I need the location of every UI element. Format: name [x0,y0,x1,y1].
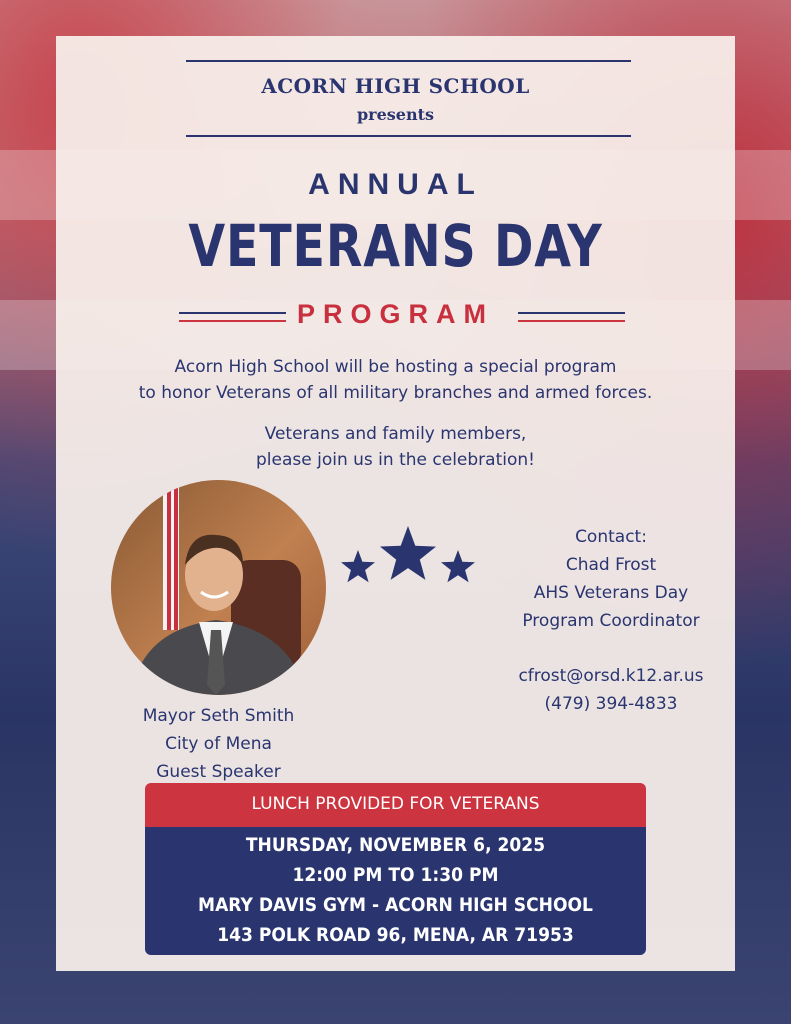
annual-heading: ANNUAL [308,168,483,201]
contact-label: Contact: [575,527,647,547]
description-line: to honor Veterans of all military branches and armed forces. [138,383,653,403]
event-details [145,827,646,955]
speaker-org: City of Mena [165,734,272,754]
star-icon [441,550,475,582]
main-title: VETERANS DAY [188,212,603,280]
event-date: THURSDAY, NOVEMBER 6, 2025 [245,834,546,856]
program-line-right [518,312,625,314]
event-venue: MARY DAVIS GYM - ACORN HIGH SCHOOL [198,894,593,916]
speaker-name: Mayor Seth Smith [142,706,295,726]
divider [186,60,631,62]
contact-phone[interactable]: (479) 394-4833 [544,694,678,714]
divider [186,135,631,137]
invitation-line: please join us in the celebration! [256,450,535,470]
invitation-line: Veterans and family members, [264,424,527,444]
speaker-role: Guest Speaker [156,762,281,782]
contact-details [476,662,746,718]
lunch-banner: LUNCH PROVIDED FOR VETERANS [145,783,646,827]
contact-title: Program Coordinator [522,611,700,631]
description-line: Acorn High School will be hosting a special program [174,357,617,377]
program-heading: PROGRAM [297,299,494,329]
event-time: 12:00 PM TO 1:30 PM [292,864,499,886]
speaker-photo [111,480,326,695]
contact-block [476,523,746,635]
contact-title: AHS Veterans Day [533,583,689,603]
stars-decoration [340,524,476,588]
school-name: ACORN HIGH SCHOOL [261,74,530,98]
flyer [56,36,735,971]
contact-email[interactable]: cfrost@orsd.k12.ar.us [518,666,704,686]
contact-name: Chad Frost [565,555,657,575]
program-line-right [518,320,625,322]
speaker-caption [106,702,331,786]
star-icon [341,550,375,582]
event-address: 143 POLK ROAD 96, MENA, AR 71953 [217,924,574,946]
star-icon [380,526,436,580]
presents-text: presents [356,105,434,124]
